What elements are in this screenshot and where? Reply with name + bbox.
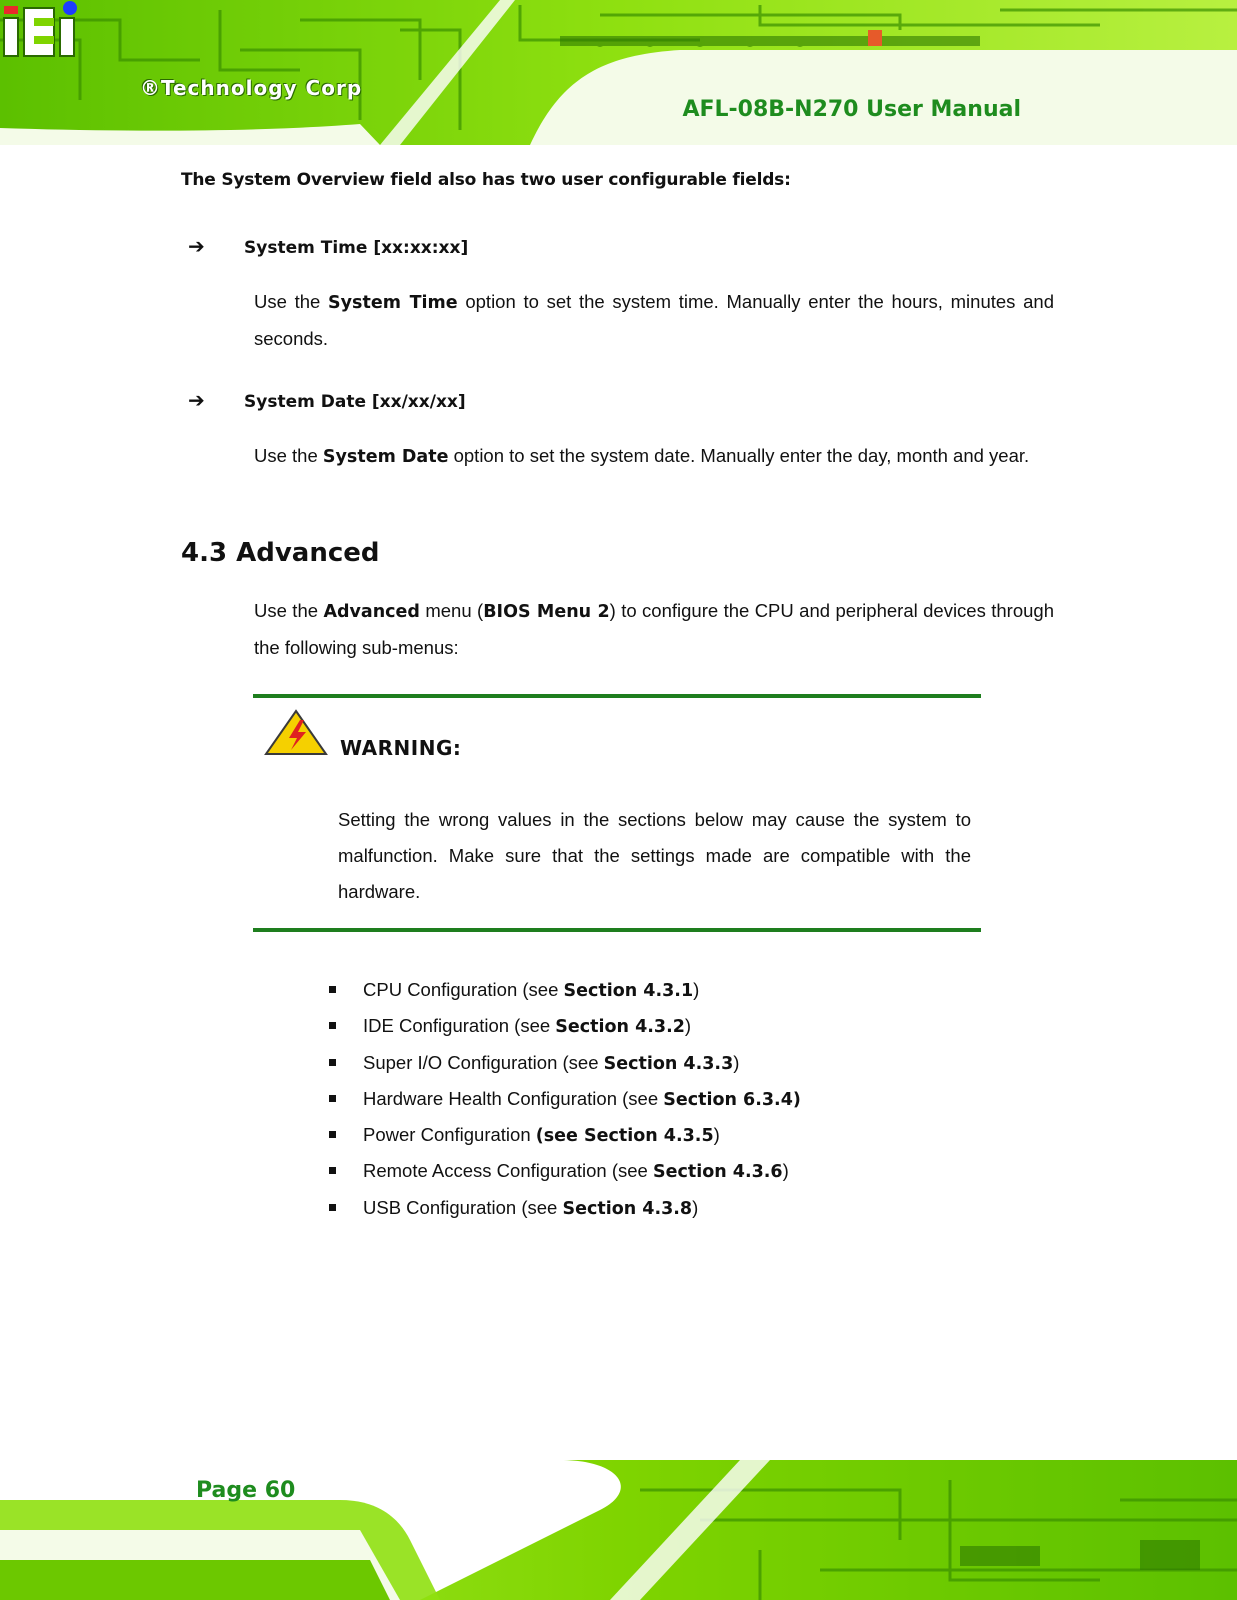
section-ref: (see Section 4.3.5 [535,1126,714,1147]
circuit-board-banner-image [0,0,1237,145]
footer-banner [0,1460,1237,1600]
text: Remote Access Configuration (see [363,1160,653,1182]
warning-icon [264,708,328,758]
list-item [327,972,801,1008]
field-heading-label: System Date [xx/xx/xx] [244,392,466,412]
list-item [327,1081,801,1117]
warning-top-rule [253,694,981,698]
submenu-list [327,972,801,1226]
manual-title: AFL-08B-N270 User Manual [682,97,1021,122]
circuit-board-footer-image [0,1460,1237,1600]
text: CPU Configuration (see [363,979,564,1000]
text: IDE Configuration (see [363,1015,556,1037]
system-date-paragraph [254,438,1054,475]
field-heading-system-date [188,388,466,412]
section-ref: Section 4.3.1 [563,981,694,1001]
list-item [327,1117,801,1153]
system-time-paragraph [254,284,1054,357]
text: Use the [254,600,324,621]
text: option to set the system time. Manually enter the hours, minutes and seconds. [254,291,1054,349]
text: ) [713,1124,720,1146]
section-ref: Section 6.3.4) [663,1089,801,1110]
arrow-icon: ➔ [188,388,205,412]
warning-title: WARNING: [340,736,462,760]
list-item [327,1153,801,1189]
text: Power Configuration [363,1124,536,1146]
warning-body: Setting the wrong values in the sections below may cause the system to malfunction. Make sure that the settings made are compatible with the hardware. [338,809,971,902]
list-item [327,1045,801,1081]
warning-bottom-rule [253,928,981,932]
option-name: System Date [322,447,449,467]
text: ) [782,1160,789,1182]
bios-menu-ref: BIOS Menu 2 [483,602,610,622]
text: USB Configuration (see [363,1196,563,1218]
section-ref: Section 4.3.6 [652,1162,783,1183]
text: Super I/O Configuration (see [363,1051,604,1073]
text: menu ( [419,600,484,621]
section-ref: Section 4.3.8 [562,1198,693,1219]
header-banner [0,0,1237,145]
menu-name: Advanced [323,602,420,622]
section-ref: Section 4.3.2 [555,1017,685,1038]
text: ) [693,979,700,1000]
page-number: Page 60 [196,1478,296,1503]
section-heading: 4.3 Advanced [181,538,380,568]
option-name: System Time [328,293,458,313]
text: Use the [254,445,323,466]
list-item [327,1190,801,1226]
advanced-paragraph [254,593,1054,666]
text: option to set the system date. Manually enter the day, month and year. [448,445,1030,466]
intro-text: The System Overview field also has two user configurable fields: [181,170,791,190]
arrow-icon: ➔ [188,234,205,258]
text: ) [684,1015,692,1037]
list-item [327,1008,801,1044]
text: Use the [254,291,329,312]
text: ) [692,1196,699,1218]
logo-text: ®Technology Corp [140,76,363,100]
field-heading-system-time [188,234,468,258]
text: ) to configure the CPU and peripheral devices through the following sub-menus: [254,600,1055,658]
section-ref: Section 4.3.3 [603,1053,734,1074]
text: ) [733,1051,740,1073]
field-heading-label: System Time [xx:xx:xx] [244,238,469,258]
iei-logo [0,0,90,62]
text: Hardware Health Configuration (see [363,1087,664,1109]
